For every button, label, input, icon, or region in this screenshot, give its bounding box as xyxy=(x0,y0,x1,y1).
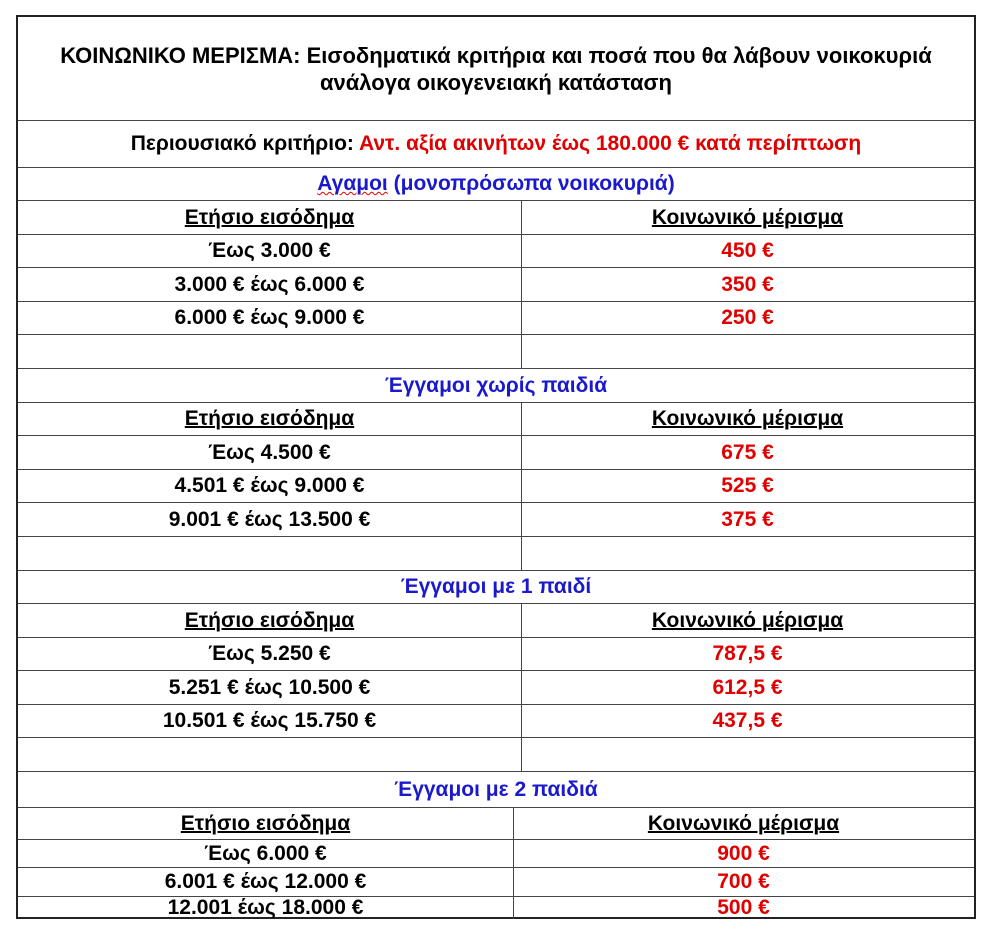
amount-cell: 350 € xyxy=(721,272,774,296)
amount-cell: 787,5 € xyxy=(712,642,783,665)
table-row xyxy=(18,234,974,267)
table-row xyxy=(18,896,974,919)
table-row xyxy=(18,435,974,469)
amount-cell: 375 € xyxy=(721,507,774,531)
col-header-income: Ετήσιο εισόδημα xyxy=(180,811,351,835)
income-cell: Έως 4.500 € xyxy=(208,440,331,464)
empty-row xyxy=(18,737,974,771)
income-cell: 10.501 € έως 15.750 € xyxy=(162,709,377,732)
amount-cell: 612,5 € xyxy=(712,675,783,699)
section-heading-text: Έγγαμοι χωρίς παιδιά xyxy=(384,373,608,397)
amount-cell: 250 € xyxy=(721,306,774,329)
table-row xyxy=(18,704,974,737)
table-row xyxy=(18,839,974,867)
section-heading-married-1-child xyxy=(18,570,974,603)
table-row xyxy=(18,267,974,301)
dividend-table xyxy=(16,15,976,919)
title-row xyxy=(18,17,974,120)
col-header-income: Ετήσιο εισόδημα xyxy=(184,608,355,632)
table-row xyxy=(18,670,974,704)
header-row xyxy=(18,200,974,234)
table-row xyxy=(18,301,974,334)
section-heading-married-no-children xyxy=(18,368,974,402)
col-header-dividend: Κοινωνικό μέρισμα xyxy=(647,811,840,835)
income-cell: 9.001 € έως 13.500 € xyxy=(168,507,371,531)
amount-cell: 500 € xyxy=(717,896,770,919)
column-divider xyxy=(521,200,522,368)
amount-cell: 675 € xyxy=(721,440,774,464)
income-cell: 5.251 € έως 10.500 € xyxy=(168,675,371,699)
section-heading-text: Αγαμοι (μονοπρόσωπα νοικοκυριά) xyxy=(317,172,675,195)
amount-cell: 450 € xyxy=(721,239,774,262)
amount-cell: 700 € xyxy=(717,870,770,893)
header-row xyxy=(18,603,974,637)
empty-row xyxy=(18,536,974,570)
column-divider xyxy=(521,402,522,570)
table-row xyxy=(18,502,974,536)
table-row xyxy=(18,637,974,670)
amount-cell: 437,5 € xyxy=(712,709,783,732)
col-header-income: Ετήσιο εισόδημα xyxy=(184,407,355,430)
criterion-value: Αντ. αξία ακινήτων έως 180.000 € κατά περίπτωση xyxy=(358,132,862,155)
column-divider xyxy=(513,807,514,919)
section-heading-married-2-children xyxy=(18,771,974,807)
section-heading-text: Έγγαμοι με 1 παιδί xyxy=(400,575,592,598)
col-header-dividend: Κοινωνικό μέρισμα xyxy=(651,205,844,229)
amount-cell: 525 € xyxy=(721,474,774,497)
income-cell: 12.001 έως 18.000 € xyxy=(167,896,364,919)
income-cell: 3.000 € έως 6.000 € xyxy=(174,272,365,296)
column-divider xyxy=(521,603,522,771)
property-criterion xyxy=(131,132,862,156)
table-row xyxy=(18,469,974,502)
header-row xyxy=(18,807,974,839)
col-header-income: Ετήσιο εισόδημα xyxy=(184,205,355,229)
income-cell: 4.501 € έως 9.000 € xyxy=(174,474,365,497)
income-cell: 6.000 € έως 9.000 € xyxy=(174,306,365,329)
section-heading-single xyxy=(18,167,974,200)
table-title: ΚΟΙΝΩΝΙΚΟ ΜΕΡΙΣΜΑ: Εισοδηματικά κριτήρια και ποσά που θα λάβουν νοικοκυριά ανάλογα οικογενειακή κατάσταση xyxy=(60,42,932,95)
amount-cell: 900 € xyxy=(717,841,770,865)
criterion-label: Περιουσιακό κριτήριο: xyxy=(130,132,359,155)
col-header-dividend: Κοινωνικό μέρισμα xyxy=(651,608,844,632)
table-row xyxy=(18,867,974,896)
section-heading-text: Έγγαμοι με 2 παιδιά xyxy=(394,777,598,801)
income-cell: Έως 5.250 € xyxy=(208,642,331,665)
header-row xyxy=(18,402,974,435)
income-cell: 6.001 € έως 12.000 € xyxy=(164,870,367,893)
col-header-dividend: Κοινωνικό μέρισμα xyxy=(651,407,844,430)
empty-row xyxy=(18,334,974,368)
criterion-row xyxy=(18,120,974,167)
income-cell: Έως 3.000 € xyxy=(208,239,331,262)
income-cell: Έως 6.000 € xyxy=(204,841,327,865)
